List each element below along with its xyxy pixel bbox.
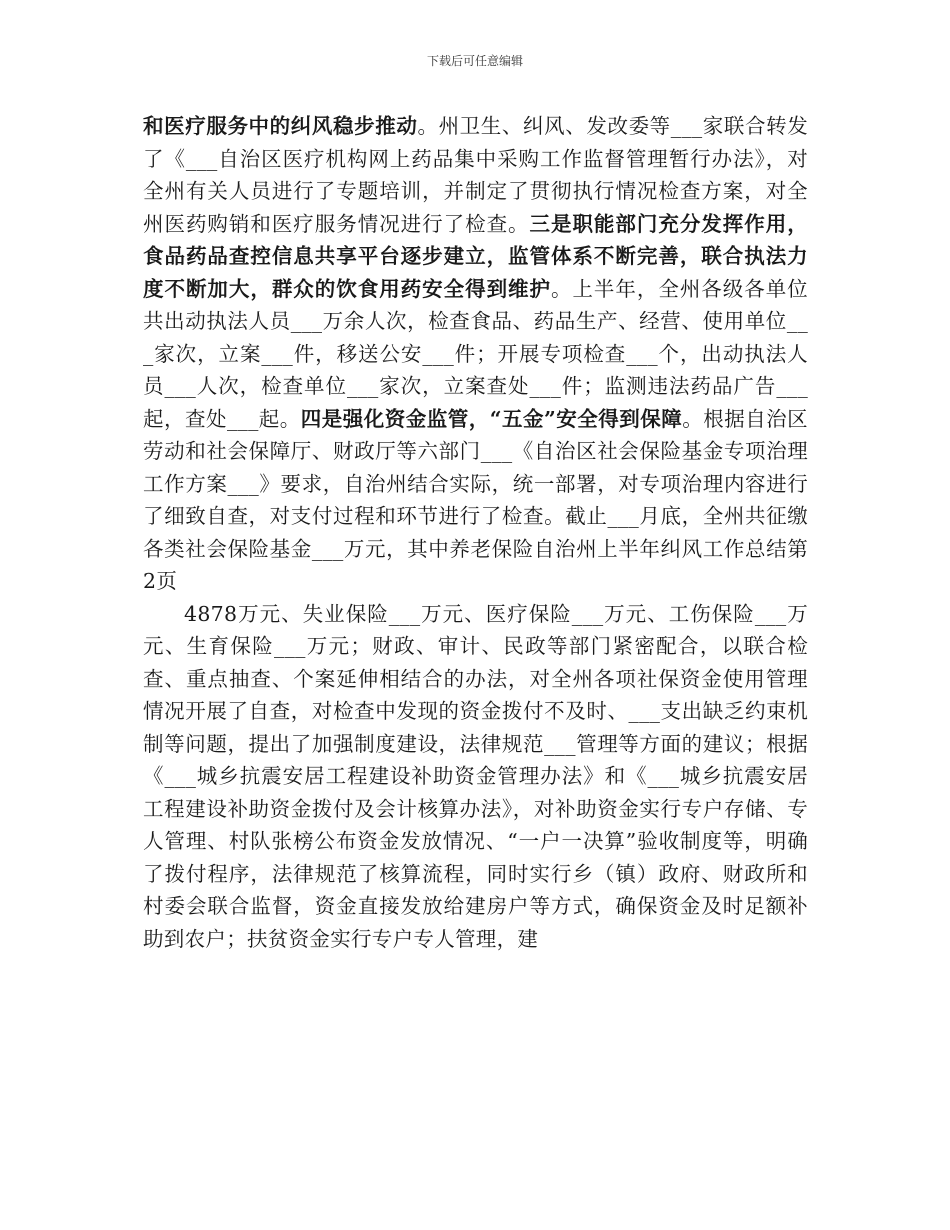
body-text: 4878万元、失业保险___万元、医疗保险___万元、工伤保险___万元、生育保险___万元；财政、审计、民政等部门紧密配合，以联合检查、重点抽查、个案延伸相结合的办法，对全州各项社保资金使用管理情况开展了自查，对检查中发现的资金拨付不及时、___支出缺乏约束机制等问题，提出了加强制度建设，法律规范___管理等方面的建议；根据《___城乡抗震安居工程建设补助资金管理办法》和《___城乡抗震安居工程建设补助资金拨付及会计核算办法》，对补助资金实行专户存储、专人管理、村队张榜公布资金发放情况、“一户一决算”验收制度等，明确了拨付程序，法律规范了核算流程，同时实行乡（镇）政府、财政所和村委会联合监督，资金直接发放给建房户等方式，确保资金及时足额补助到农户；扶贫资金实行专户专人管理，建 bbox=[143, 601, 808, 951]
document-body bbox=[143, 110, 808, 955]
page-header: 下载后可任意编辑 bbox=[426, 54, 523, 68]
body-text: 。州卫生、纠风、发改委等___家联合转发了《___自治区医疗机构网上药品集中采购工作监督管理暂行办法》，对全州有关人员进行了专题培训，并制定了贯彻执行情况检查方案，对全州医药购销和医疗服务情况进行了检查。 bbox=[143, 114, 808, 236]
body-text: 。根据自治区劳动和社会保障厅、财政厅等六部门___《自治区社会保险基金专项治理工作方案___》要求，自治州结合实际，统一部署，对专项治理内容进行了细致自查，对支付过程和环节进行了检查。截止___月底，全州共征缴各类社会保险基金___万元，其中养老保险自治州上半年纠风工作总结第2页 bbox=[143, 406, 808, 593]
paragraph-2 bbox=[143, 598, 808, 956]
bold-phrase: 四是强化资金监管，“五金”安全得到保障 bbox=[300, 406, 683, 431]
body-text: 。上半年，全州各级各单位共出动执法人员___万余人次，检查食品、药品生产、经营、使用单位___家次，立案___件，移送公安___件；开展专项检查___个，出动执法人员___人次，检查单位___家次，立案查处___件；监测违法药品广告___起，查处___起。 bbox=[143, 276, 808, 431]
bold-phrase: 和医疗服务中的纠风稳步推动 bbox=[143, 114, 418, 138]
bold-phrase: 三是职能部门充分发挥作用，食品药品查控信息共享平台逐步建立，监管体系不断完善，联合执法力度不断加大，群众的饮食用药安全得到维护 bbox=[143, 211, 808, 301]
paragraph-1 bbox=[143, 110, 808, 598]
